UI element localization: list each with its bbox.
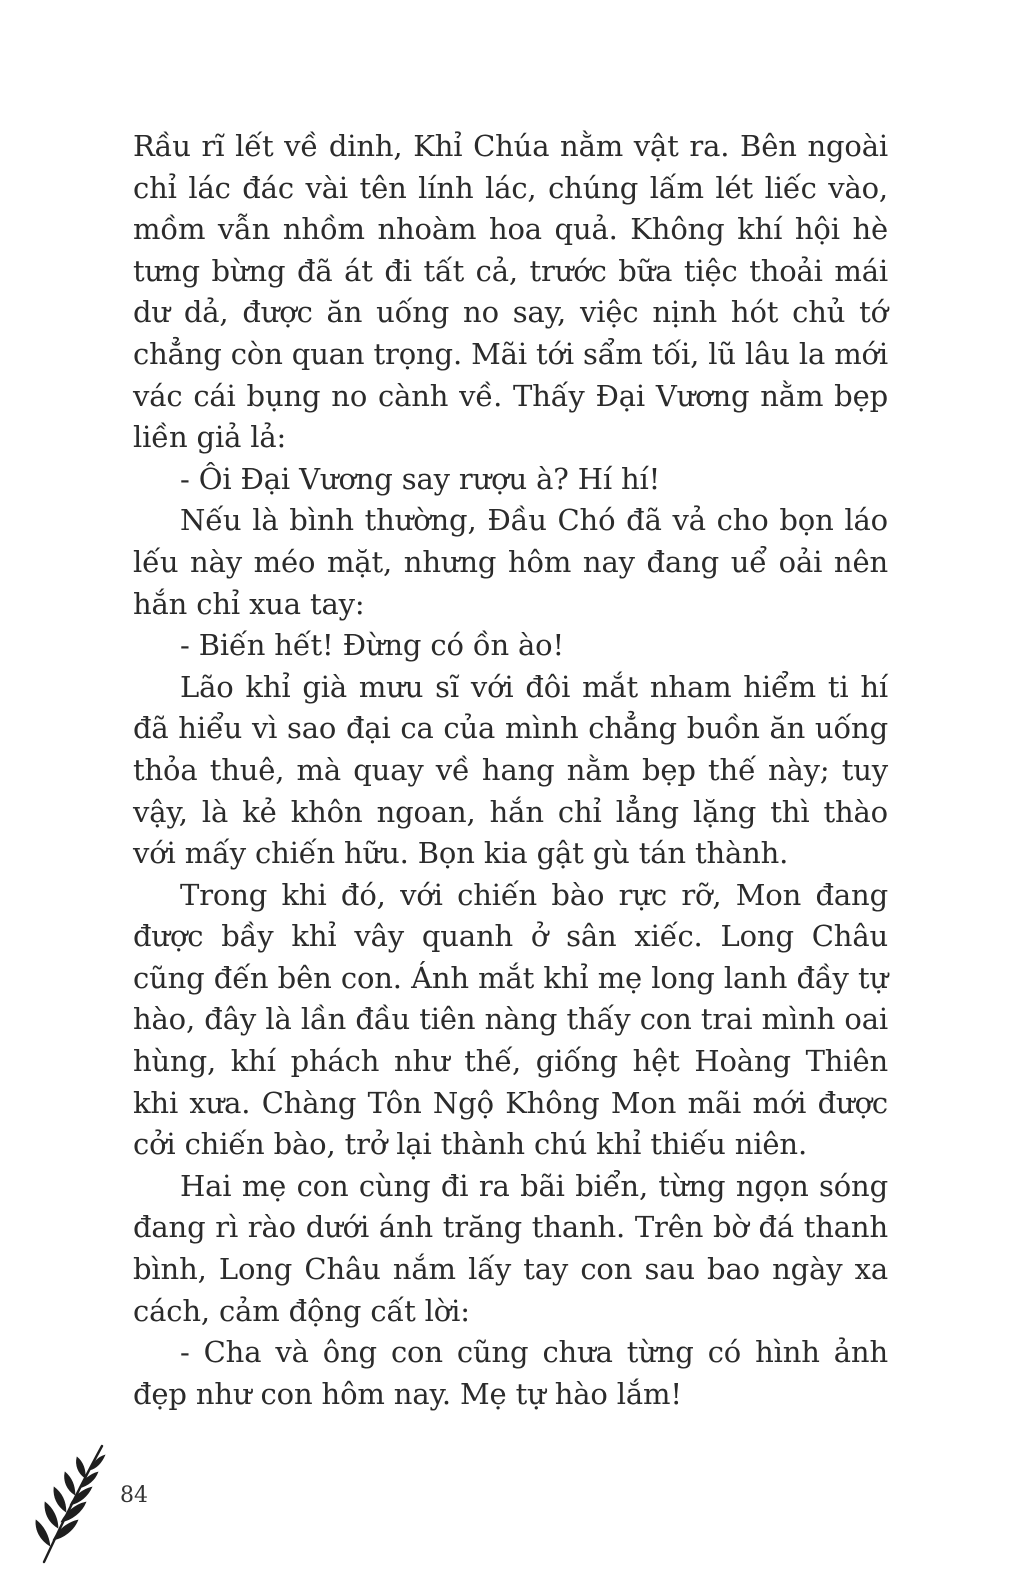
- paragraph: Nếu là bình thường, Đầu Chó đã vả cho bọn láo lếu này méo mặt, nhưng hôm nay đang uể oải nên hắn chỉ xua tay:: [133, 503, 888, 621]
- paragraph: Hai mẹ con cùng đi ra bãi biển, từng ngọn sóng đang rì rào dưới ánh trăng thanh. Trên bờ đá thanh bình, Long Châu nắm lấy tay con sau bao ngày xa cách, cảm động cất lời:: [133, 1168, 888, 1328]
- dialogue-line: - Ôi Đại Vương say rượu à? Hí hí!: [180, 461, 661, 496]
- dialogue-line: - Cha và ông con cũng chưa từng có hình ảnh đẹp như con hôm nay. Mẹ tự hào lắm!: [133, 1335, 888, 1411]
- page-body: [133, 126, 888, 1415]
- dialogue-line: - Biến hết! Đừng có ồn ào!: [180, 628, 564, 663]
- paragraph: Trong khi đó, với chiến bào rực rỡ, Mon đang được bầy khỉ vây quanh ở sân xiếc. Long Châu cũng đến bên con. Ánh mắt khỉ mẹ long lanh đầy tự hào, đây là lần đầu tiên nàng thấy con trai mình oai hùng, khí phách như thế, giống hệt Hoàng Thiên khi xưa. Chàng Tôn Ngộ Không Mon mãi mới được cởi chiến bào, trở lại thành chú khỉ thiếu niên.: [133, 877, 888, 1162]
- leaf-sprig-icon: [30, 1440, 110, 1565]
- paragraph: Rầu rĩ lết về dinh, Khỉ Chúa nằm vật ra. Bên ngoài chỉ lác đác vài tên lính lác, chúng lấm lét liếc vào, mồm vẫn nhồm nhoàm hoa quả. Không khí hội hè tưng bừng đã át đi tất cả, trước bữa tiệc thoải mái dư dả, được ăn uống no say, việc nịnh hót chủ tớ chẳng còn quan trọng. Mãi tới sẩm tối, lũ lâu la mới vác cái bụng no cành về. Thấy Đại Vương nằm bẹp liền giả lả:: [133, 129, 888, 455]
- paragraph: Lão khỉ già mưu sĩ với đôi mắt nham hiểm ti hí đã hiểu vì sao đại ca của mình chẳng buồn ăn uống thỏa thuê, mà quay về hang nằm bẹp thế này; tuy vậy, là kẻ khôn ngoan, hắn chỉ lẳng lặng thì thào với mấy chiến hữu. Bọn kia gật gù tán thành.: [133, 669, 888, 871]
- page-number: 84: [120, 1483, 148, 1508]
